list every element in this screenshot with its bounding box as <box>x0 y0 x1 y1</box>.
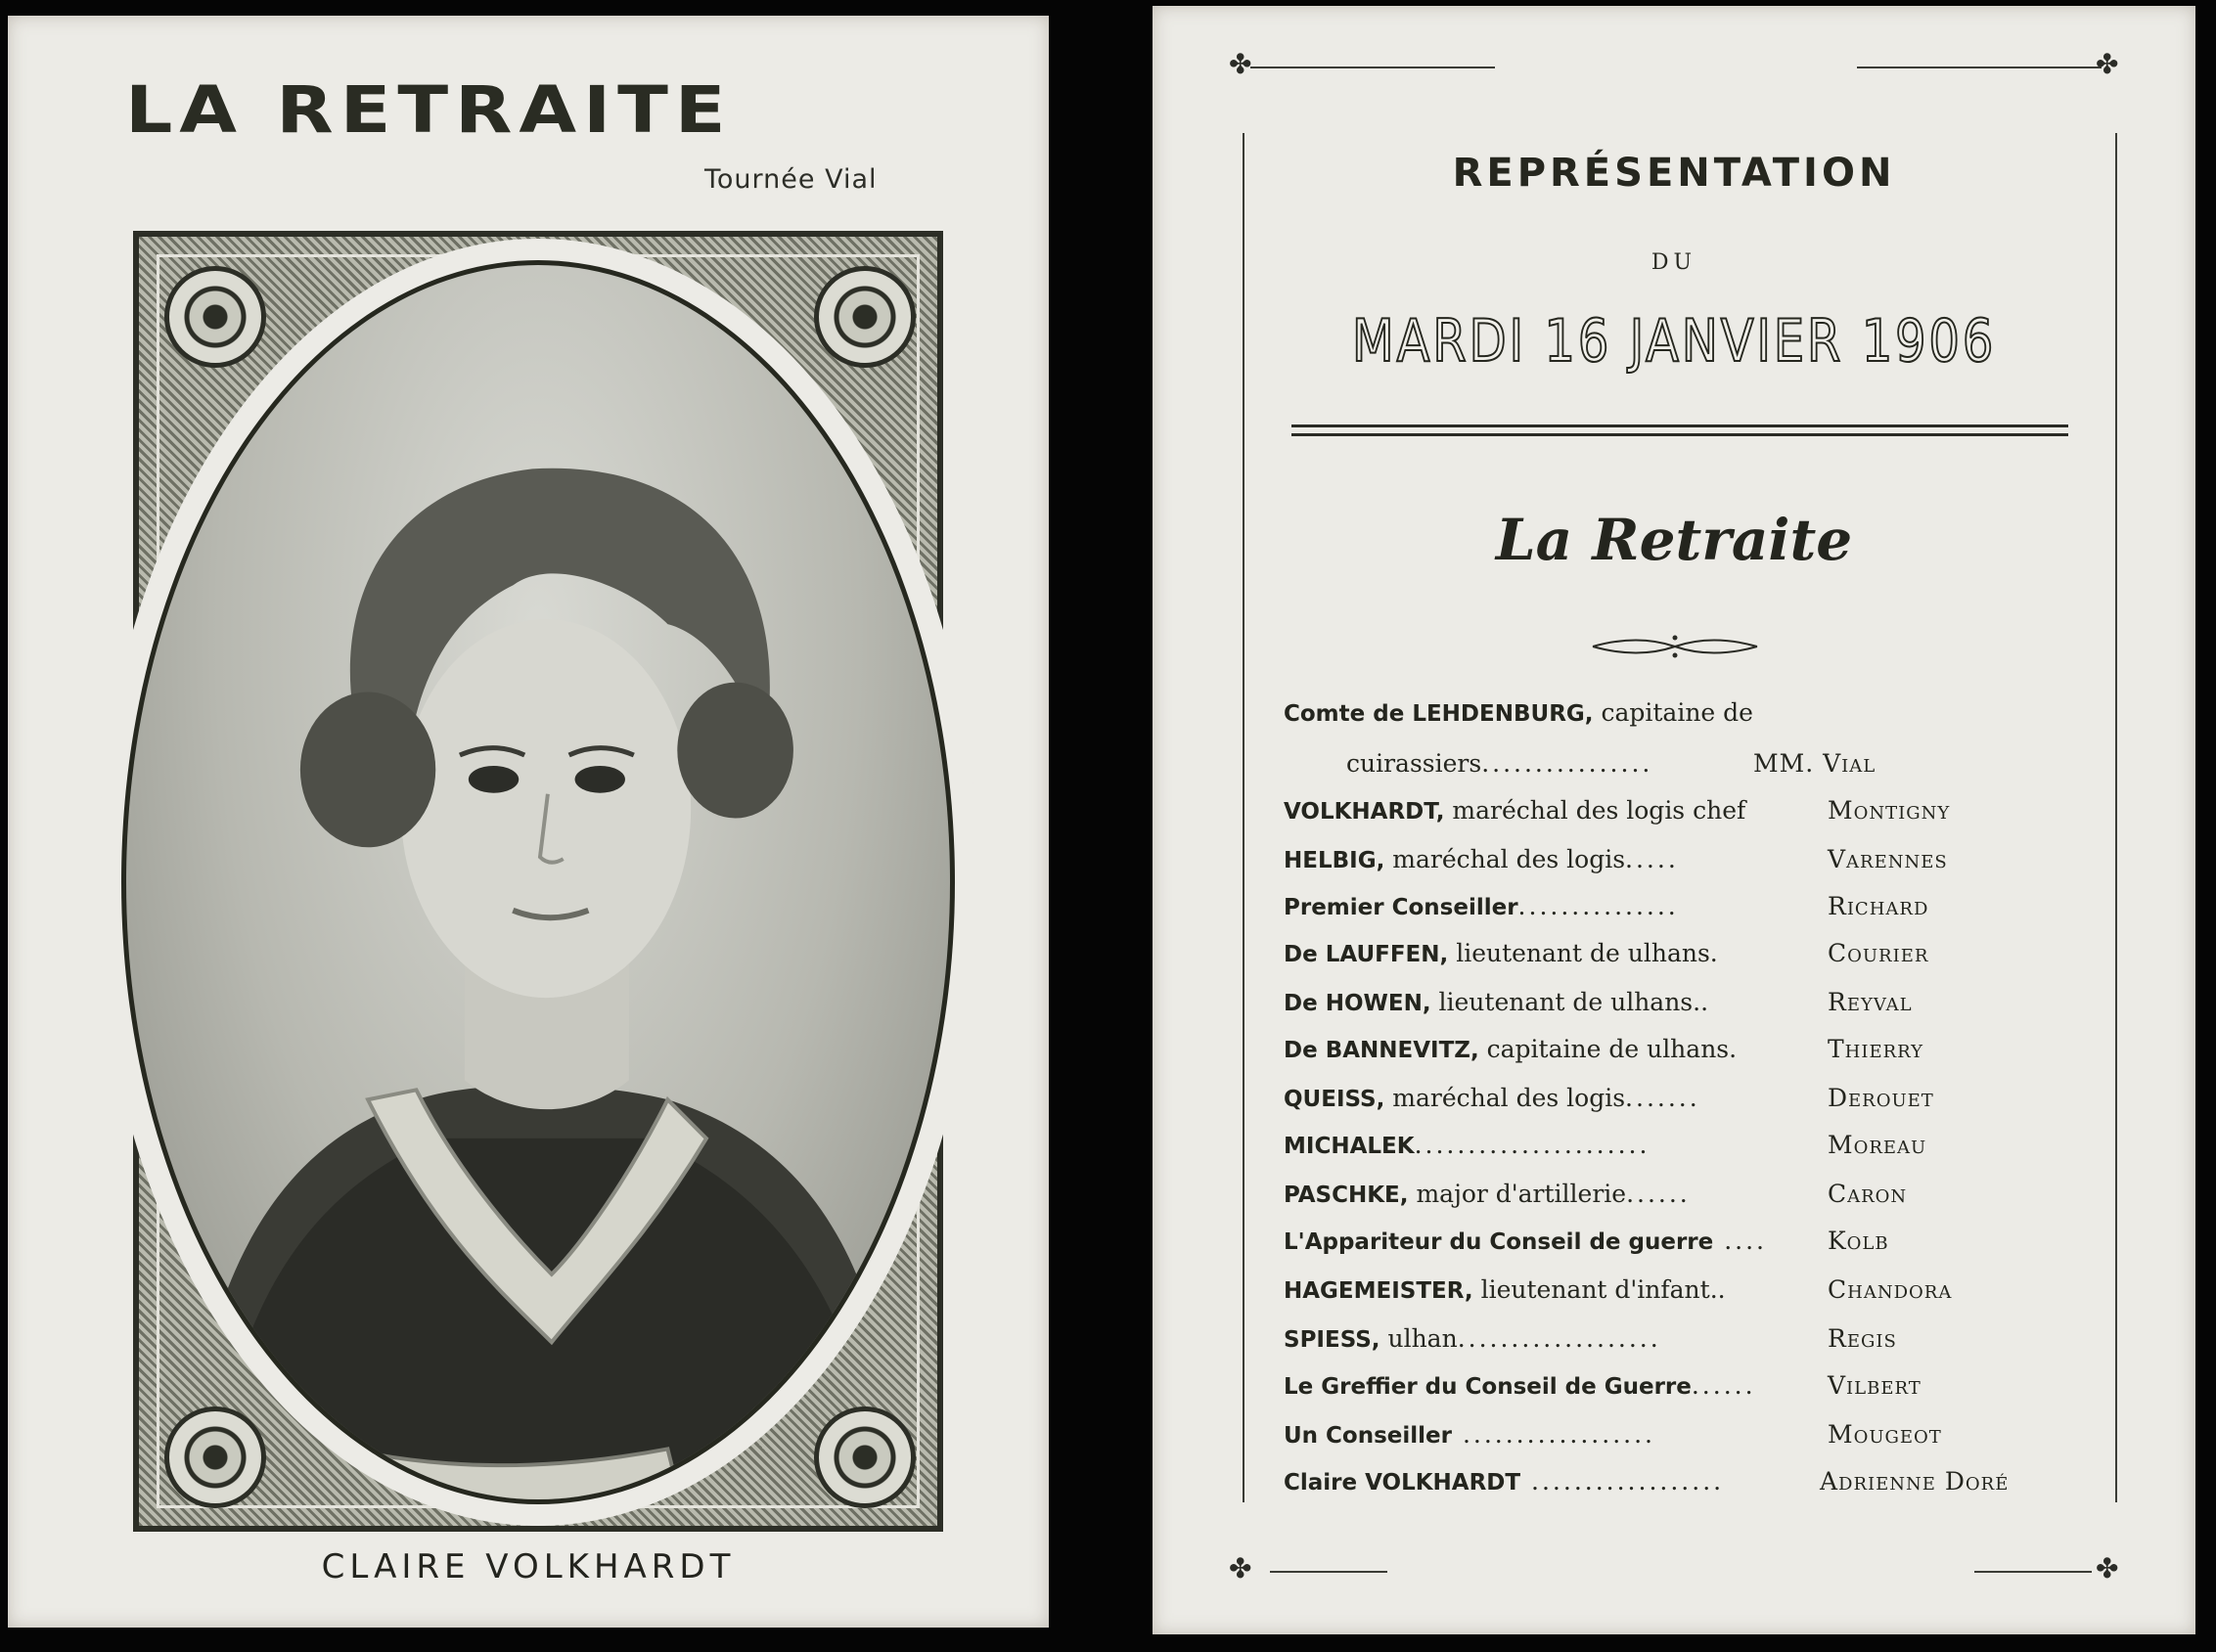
role-name: De LAUFFEN, <box>1284 942 1449 967</box>
actor-name: Varennes <box>1828 845 1948 873</box>
border-line <box>1250 67 1495 68</box>
actor-name: Richard <box>1828 892 1929 920</box>
double-rule-divider <box>1291 424 2068 436</box>
actor-name: Courier <box>1828 939 1929 967</box>
leader-dots: ...... <box>1691 1371 1756 1400</box>
cast-role <box>1284 939 1718 967</box>
role-name: PASCHKE, <box>1284 1183 1409 1208</box>
actor-name: Moreau <box>1828 1131 1927 1159</box>
role-description: maréchal des logis chef <box>1444 796 1746 825</box>
cast-role <box>1284 988 1708 1016</box>
photo-postcard <box>8 16 1049 1628</box>
cast-role <box>1284 892 1679 920</box>
actor-name: Vilbert <box>1828 1371 1922 1400</box>
cast-row <box>1153 1275 2195 1315</box>
role-description: lieutenant de ulhans. <box>1448 939 1718 967</box>
leader-dots: ....... <box>1625 1084 1700 1112</box>
role-description: ulhan <box>1379 1324 1458 1353</box>
cast-row <box>1153 1035 2195 1074</box>
cast-row <box>1153 796 2195 835</box>
play-title-script: La Retraite <box>1495 507 1853 573</box>
actor-name: Thierry <box>1828 1035 1924 1063</box>
cast-row <box>1153 1420 2195 1459</box>
border-line <box>1270 1571 1387 1573</box>
leader-dots: ..... <box>1625 845 1679 873</box>
actor-name: Montigny <box>1828 796 1951 825</box>
cast-role <box>1284 1371 1756 1400</box>
tour-label: Tournée Vial <box>704 164 878 195</box>
actor-name: Reyval <box>1828 988 1913 1016</box>
role-description: maréchal des logis <box>1384 845 1626 873</box>
role-description: major d'artillerie <box>1408 1180 1627 1208</box>
cast-row <box>1153 939 2195 978</box>
leader-dots: ...... <box>1626 1180 1691 1208</box>
actor-name: Caron <box>1828 1180 1908 1208</box>
role-name: SPIESS, <box>1284 1327 1380 1353</box>
actor-name: Regis <box>1828 1324 1897 1353</box>
portrait-photo <box>121 260 955 1504</box>
role-name: Comte de LEHDENBURG, <box>1284 701 1594 727</box>
role-name: VOLKHARDT, <box>1284 799 1445 825</box>
cast-role <box>1284 1180 1691 1208</box>
cast-row <box>1153 845 2195 884</box>
actor-name: Derouet <box>1828 1084 1934 1112</box>
border-line <box>1857 67 2102 68</box>
corner-ornament-icon: ✤ <box>1229 1552 1252 1585</box>
cast-row <box>1153 698 2195 737</box>
role-name: L'Appariteur du Conseil de guerre <box>1284 1229 1714 1255</box>
cast-role <box>1284 1467 1724 1496</box>
du-label: DU <box>1651 250 1697 275</box>
cast-role <box>1284 1275 1726 1304</box>
actor-name: Kolb <box>1828 1227 1889 1255</box>
role-name: HAGEMEISTER, <box>1284 1278 1473 1304</box>
cast-row <box>1153 1227 2195 1266</box>
role-name: De BANNEVITZ, <box>1284 1038 1479 1063</box>
role-description: maréchal des logis <box>1384 1084 1626 1112</box>
cast-role <box>1284 698 1753 727</box>
cast-row <box>1153 749 2195 788</box>
portrait-figure <box>126 265 950 1499</box>
leader-dots: ................ <box>1481 749 1653 778</box>
leader-dots: ...................... <box>1414 1131 1651 1159</box>
cast-role <box>1284 1324 1661 1353</box>
role-name: Premier Conseiller <box>1284 895 1518 920</box>
corner-ornament-icon: ✤ <box>2096 48 2119 80</box>
corner-ornament-icon: ✤ <box>1229 48 1252 80</box>
cast-row <box>1153 892 2195 931</box>
cast-row <box>1153 1324 2195 1363</box>
representation-heading: REPRÉSENTATION <box>1452 151 1896 196</box>
play-title: LA RETRAITE <box>125 72 733 148</box>
cast-row <box>1153 988 2195 1027</box>
role-name: QUEISS, <box>1284 1087 1385 1112</box>
cast-role <box>1284 1131 1650 1159</box>
actor-name: Mougeot <box>1828 1420 1942 1449</box>
role-name: Claire VOLKHARDT <box>1284 1470 1521 1496</box>
role-name: HELBIG, <box>1284 848 1385 873</box>
cast-role <box>1284 1035 1737 1063</box>
leader-dots: ............... <box>1517 892 1679 920</box>
role-name: Le Greffier du Conseil de Guerre <box>1284 1374 1692 1400</box>
cast-row <box>1153 1467 2195 1506</box>
leader-dots: ................... <box>1457 1324 1661 1353</box>
leader-dots: .................. <box>1452 1420 1655 1449</box>
leader-dots: .................. <box>1520 1467 1725 1496</box>
cast-role <box>1284 1420 1655 1449</box>
actor-name: MM. Vial <box>1753 749 1877 778</box>
actor-name: Chandora <box>1828 1275 1953 1304</box>
role-name: MICHALEK <box>1284 1134 1415 1159</box>
cast-role <box>1284 1084 1700 1112</box>
role-name: Un Conseiller <box>1284 1423 1452 1449</box>
cast-row <box>1153 1131 2195 1170</box>
role-description: lieutenant d'infant.. <box>1472 1275 1726 1304</box>
subject-caption: CLAIRE VOLKHARDT <box>321 1547 736 1586</box>
cast-role <box>1346 749 1652 778</box>
performance-date: MARDI 16 JANVIER 1906 <box>1351 307 1997 376</box>
programme-card <box>1153 6 2195 1634</box>
role-description: capitaine de <box>1593 698 1753 727</box>
role-description: cuirassiers <box>1346 749 1482 778</box>
border-line <box>1974 1571 2092 1573</box>
cast-row <box>1153 1371 2195 1410</box>
cast-role <box>1284 845 1679 873</box>
cast-role <box>1284 1227 1767 1255</box>
cast-row <box>1153 1180 2195 1219</box>
cast-role <box>1284 796 1745 825</box>
role-description: lieutenant de ulhans.. <box>1430 988 1709 1016</box>
cast-row <box>1153 1084 2195 1123</box>
role-description: capitaine de ulhans. <box>1478 1035 1738 1063</box>
leader-dots: .... <box>1713 1227 1767 1255</box>
corner-ornament-icon: ✤ <box>2096 1552 2119 1585</box>
role-name: De HOWEN, <box>1284 991 1431 1016</box>
actor-name: Adrienne Doré <box>1820 1467 2010 1496</box>
flourish-divider-icon <box>1589 632 1761 661</box>
